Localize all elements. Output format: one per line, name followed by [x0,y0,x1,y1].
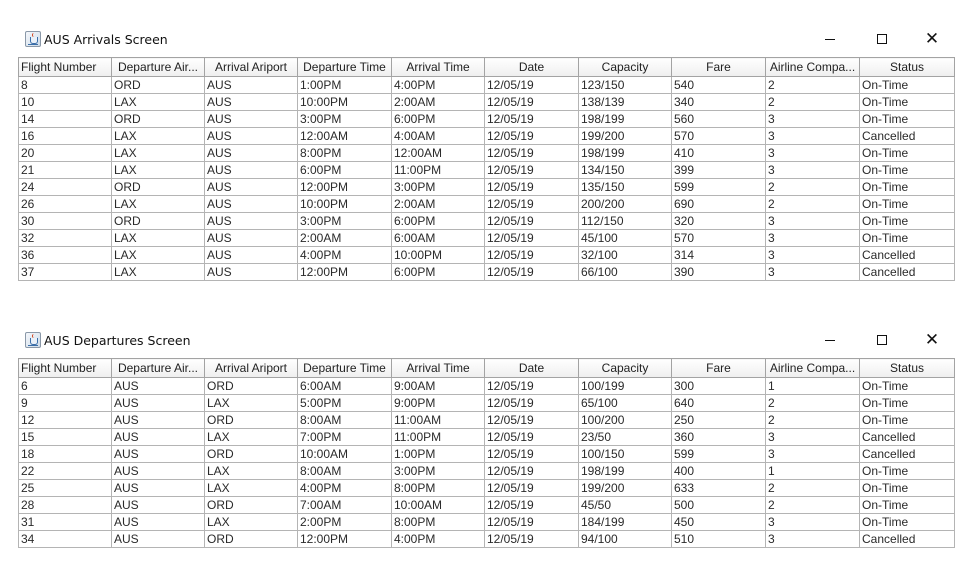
minimize-button[interactable] [808,328,852,352]
maximize-icon [877,34,887,44]
table-cell[interactable]: 8:00PM [392,480,485,497]
table-row[interactable] [19,395,955,412]
table-cell[interactable]: 36 [19,247,112,264]
close-icon: ✕ [924,29,940,49]
column-header[interactable]: Status [860,359,955,378]
maximize-button[interactable] [860,328,904,352]
table-cell[interactable]: 300 [672,378,766,395]
column-header[interactable]: Airline Compa... [766,359,860,378]
minimize-icon [825,340,835,341]
table-cell[interactable]: 410 [672,145,766,162]
java-coffee-cup-icon [25,31,41,47]
close-icon: ✕ [924,330,940,350]
table-cell[interactable]: 10 [19,94,112,111]
table-cell[interactable]: 7:00AM [298,497,392,514]
table-cell[interactable]: On-Time [860,179,955,196]
table-cell[interactable]: ORD [205,446,298,463]
table-cell[interactable]: 32/100 [579,247,672,264]
table-cell[interactable]: 390 [672,264,766,281]
table-row[interactable] [19,463,955,480]
table-cell[interactable]: 200/200 [579,196,672,213]
table-cell[interactable]: 8:00AM [298,412,392,429]
table-cell[interactable]: ORD [205,531,298,548]
table-cell[interactable]: 599 [672,446,766,463]
table-cell[interactable]: 123/150 [579,77,672,94]
table-cell[interactable]: LAX [112,162,205,179]
table-cell[interactable]: LAX [112,128,205,145]
table-cell[interactable]: On-Time [860,196,955,213]
table-cell[interactable]: 12/05/19 [485,145,579,162]
table-row[interactable] [19,514,955,531]
table-cell[interactable]: 12/05/19 [485,497,579,514]
table-cell[interactable]: 11:00PM [392,162,485,179]
table-row[interactable] [19,429,955,446]
table-cell[interactable]: 510 [672,531,766,548]
table-cell[interactable]: Cancelled [860,264,955,281]
table-cell[interactable]: LAX [205,463,298,480]
table-cell[interactable]: 12/05/19 [485,395,579,412]
table-cell[interactable]: 3 [766,111,860,128]
column-header[interactable]: Fare [672,58,766,77]
table-cell[interactable]: 360 [672,429,766,446]
table-cell[interactable]: 9 [19,395,112,412]
table-cell[interactable]: 12/05/19 [485,531,579,548]
table-cell[interactable]: LAX [112,196,205,213]
table-cell[interactable]: LAX [112,247,205,264]
table-cell[interactable]: 2 [766,77,860,94]
table-cell[interactable]: AUS [205,145,298,162]
table-cell[interactable]: On-Time [860,162,955,179]
table-cell[interactable]: 6:00AM [298,378,392,395]
table-cell[interactable]: 12/05/19 [485,378,579,395]
table-row[interactable] [19,531,955,548]
column-header[interactable]: Flight Number [19,58,112,77]
table-cell[interactable]: 138/139 [579,94,672,111]
table-cell[interactable]: 3 [766,213,860,230]
table-cell[interactable]: 65/100 [579,395,672,412]
table-cell[interactable]: 1:00PM [298,77,392,94]
table-cell[interactable]: 4:00AM [392,128,485,145]
table-body [19,77,955,281]
table-cell[interactable]: AUS [112,412,205,429]
table-cell[interactable]: 21 [19,162,112,179]
table-cell[interactable]: 2 [766,179,860,196]
table-cell[interactable]: 12/05/19 [485,412,579,429]
table-cell[interactable]: LAX [112,264,205,281]
table-cell[interactable]: 250 [672,412,766,429]
table-cell[interactable]: 2:00AM [298,230,392,247]
table-cell[interactable]: 4:00PM [392,531,485,548]
table-cell[interactable]: AUS [112,378,205,395]
table-cell[interactable]: LAX [205,480,298,497]
table-cell[interactable]: 5:00PM [298,395,392,412]
table-cell[interactable]: 633 [672,480,766,497]
table-cell[interactable]: 112/150 [579,213,672,230]
column-header[interactable]: Capacity [579,359,672,378]
table-cell[interactable]: 500 [672,497,766,514]
table-cell[interactable]: On-Time [860,378,955,395]
departures-titlebar[interactable] [18,327,954,355]
table-cell[interactable]: 640 [672,395,766,412]
column-header[interactable]: Date [485,58,579,77]
table-cell[interactable]: 4:00PM [298,480,392,497]
table-cell[interactable]: 16 [19,128,112,145]
table-cell[interactable]: 20 [19,145,112,162]
table-row[interactable] [19,111,955,128]
table-cell[interactable]: On-Time [860,463,955,480]
table-cell[interactable]: 12:00AM [392,145,485,162]
table-cell[interactable]: AUS [205,264,298,281]
arrivals-window [18,26,954,279]
table-cell[interactable]: ORD [112,111,205,128]
table-cell[interactable]: 10:00PM [298,94,392,111]
table-cell[interactable]: AUS [205,230,298,247]
table-cell[interactable]: 23/50 [579,429,672,446]
table-cell[interactable]: 2:00PM [298,514,392,531]
table-cell[interactable]: 6:00PM [392,111,485,128]
table-cell[interactable]: 1 [766,378,860,395]
table-cell[interactable]: 22 [19,463,112,480]
table-cell[interactable]: 12/05/19 [485,480,579,497]
table-cell[interactable]: 6:00AM [392,230,485,247]
table-cell[interactable]: LAX [205,514,298,531]
table-cell[interactable]: 12/05/19 [485,179,579,196]
table-cell[interactable]: 45/100 [579,230,672,247]
column-header[interactable]: Flight Number [19,359,112,378]
table-cell[interactable]: ORD [112,77,205,94]
table-cell[interactable]: 12/05/19 [485,94,579,111]
table-cell[interactable]: 314 [672,247,766,264]
table-cell[interactable]: 400 [672,463,766,480]
column-header[interactable]: Fare [672,359,766,378]
table-cell[interactable]: 2 [766,94,860,111]
table-cell[interactable]: 3:00PM [298,111,392,128]
table-cell[interactable]: 3 [766,514,860,531]
table-cell[interactable]: 2 [766,480,860,497]
table-cell[interactable]: 690 [672,196,766,213]
table-cell[interactable]: AUS [205,162,298,179]
table-cell[interactable]: Cancelled [860,429,955,446]
table-cell[interactable]: 15 [19,429,112,446]
table-cell[interactable]: 100/199 [579,378,672,395]
table-cell[interactable]: AUS [112,514,205,531]
table-row[interactable] [19,497,955,514]
column-header[interactable]: Arrival Ariport [205,359,298,378]
table-cell[interactable]: AUS [205,128,298,145]
table-cell[interactable]: 30 [19,213,112,230]
arrivals-titlebar[interactable] [18,26,954,54]
table-row[interactable] [19,162,955,179]
table-cell[interactable]: 6 [19,378,112,395]
table-cell[interactable]: 28 [19,497,112,514]
table-cell[interactable]: AUS [205,179,298,196]
table-cell[interactable]: 25 [19,480,112,497]
column-header[interactable]: Departure Time [298,58,392,77]
close-button[interactable] [910,27,954,51]
table-cell[interactable]: ORD [112,213,205,230]
table-cell[interactable]: 12/05/19 [485,162,579,179]
table-cell[interactable]: On-Time [860,145,955,162]
table-row[interactable] [19,94,955,111]
table-cell[interactable]: On-Time [860,514,955,531]
table-cell[interactable]: LAX [205,429,298,446]
table-cell[interactable]: AUS [205,196,298,213]
column-header[interactable]: Date [485,359,579,378]
table-cell[interactable]: Cancelled [860,531,955,548]
table-row[interactable] [19,230,955,247]
table-cell[interactable]: 3 [766,531,860,548]
table-header [19,58,955,77]
table-cell[interactable]: 12/05/19 [485,264,579,281]
table-cell[interactable]: Cancelled [860,247,955,264]
table-row[interactable] [19,145,955,162]
table-cell[interactable]: 32 [19,230,112,247]
table-cell[interactable]: 2 [766,412,860,429]
column-header[interactable]: Capacity [579,58,672,77]
table-cell[interactable]: 14 [19,111,112,128]
table-row[interactable] [19,179,955,196]
table-cell[interactable]: 2 [766,196,860,213]
table-cell[interactable]: 199/200 [579,480,672,497]
table-cell[interactable]: On-Time [860,480,955,497]
table-cell[interactable]: 9:00AM [392,378,485,395]
table-cell[interactable]: AUS [112,446,205,463]
table-cell[interactable]: AUS [112,463,205,480]
table-cell[interactable]: 10:00PM [298,196,392,213]
table-cell[interactable]: 3 [766,162,860,179]
table-cell[interactable]: 3:00PM [392,179,485,196]
table-row[interactable] [19,128,955,145]
table-cell[interactable]: 12:00PM [298,531,392,548]
minimize-icon [825,39,835,40]
table-cell[interactable]: AUS [112,497,205,514]
table-cell[interactable]: 3 [766,429,860,446]
table-cell[interactable]: 12/05/19 [485,213,579,230]
table-cell[interactable]: 570 [672,230,766,247]
java-coffee-cup-icon [25,332,41,348]
table-cell[interactable]: 399 [672,162,766,179]
table-cell[interactable]: 31 [19,514,112,531]
table-cell[interactable]: 599 [672,179,766,196]
table-cell[interactable]: 100/200 [579,412,672,429]
table-cell[interactable]: 3 [766,247,860,264]
table-cell[interactable]: 3 [766,264,860,281]
table-cell[interactable]: 10:00AM [392,497,485,514]
table-cell[interactable]: 12:00PM [298,179,392,196]
table-row[interactable] [19,264,955,281]
table-cell[interactable]: AUS [205,247,298,264]
table-cell[interactable]: 12:00AM [298,128,392,145]
table-cell[interactable]: 8:00PM [298,145,392,162]
table-cell[interactable]: 94/100 [579,531,672,548]
table-cell[interactable]: ORD [205,378,298,395]
table-row[interactable] [19,247,955,264]
table-cell[interactable]: 6:00PM [392,264,485,281]
table-cell[interactable]: 7:00PM [298,429,392,446]
column-header[interactable]: Arrival Ariport [205,58,298,77]
table-row[interactable] [19,213,955,230]
column-header[interactable]: Departure Time [298,359,392,378]
column-header[interactable]: Arrival Time [392,58,485,77]
column-header[interactable]: Departure Air... [112,359,205,378]
arrivals-table[interactable] [18,57,955,281]
table-cell[interactable]: 198/199 [579,463,672,480]
table-cell[interactable]: 2 [766,395,860,412]
table-cell[interactable]: 8:00PM [392,514,485,531]
table-cell[interactable]: 11:00PM [392,429,485,446]
table-cell[interactable]: 1 [766,463,860,480]
table-cell[interactable]: 3:00PM [298,213,392,230]
table-cell[interactable]: Cancelled [860,128,955,145]
table-cell[interactable]: On-Time [860,412,955,429]
table-cell[interactable]: 9:00PM [392,395,485,412]
table-cell[interactable]: 340 [672,94,766,111]
column-header[interactable]: Departure Air... [112,58,205,77]
table-cell[interactable]: 320 [672,213,766,230]
table-cell[interactable]: LAX [112,230,205,247]
table-row[interactable] [19,412,955,429]
table-cell[interactable]: 12/05/19 [485,247,579,264]
table-row[interactable] [19,446,955,463]
table-cell[interactable]: 45/50 [579,497,672,514]
close-button[interactable] [910,328,954,352]
table-cell[interactable]: 12/05/19 [485,196,579,213]
table-cell[interactable]: AUS [112,531,205,548]
table-cell[interactable]: 26 [19,196,112,213]
table-cell[interactable]: 198/199 [579,111,672,128]
table-cell[interactable]: 18 [19,446,112,463]
table-row[interactable] [19,77,955,94]
table-cell[interactable]: 570 [672,128,766,145]
column-header[interactable]: Arrival Time [392,359,485,378]
departures-window [18,327,954,546]
maximize-button[interactable] [860,27,904,51]
table-cell[interactable]: 198/199 [579,145,672,162]
table-cell[interactable]: 66/100 [579,264,672,281]
table-cell[interactable]: On-Time [860,94,955,111]
table-cell[interactable]: 2:00AM [392,94,485,111]
table-header [19,359,955,378]
table-cell[interactable]: ORD [112,179,205,196]
table-cell[interactable]: Cancelled [860,446,955,463]
table-cell[interactable]: 6:00PM [392,213,485,230]
table-cell[interactable]: AUS [205,77,298,94]
table-cell[interactable]: 24 [19,179,112,196]
table-cell[interactable]: 12/05/19 [485,128,579,145]
table-cell[interactable]: 184/199 [579,514,672,531]
table-cell[interactable]: 37 [19,264,112,281]
table-cell[interactable]: 12/05/19 [485,429,579,446]
table-cell[interactable]: AUS [205,111,298,128]
table-cell[interactable]: ORD [205,497,298,514]
table-cell[interactable]: 34 [19,531,112,548]
table-cell[interactable]: 10:00PM [392,247,485,264]
table-cell[interactable]: ORD [205,412,298,429]
table-cell[interactable]: 4:00PM [298,247,392,264]
maximize-icon [877,335,887,345]
table-cell[interactable]: On-Time [860,230,955,247]
table-cell[interactable]: LAX [112,145,205,162]
table-cell[interactable]: 3 [766,128,860,145]
minimize-button[interactable] [808,27,852,51]
table-cell[interactable]: 3 [766,446,860,463]
table-cell[interactable]: On-Time [860,77,955,94]
table-cell[interactable]: On-Time [860,497,955,514]
table-cell[interactable]: 134/150 [579,162,672,179]
table-cell[interactable]: 560 [672,111,766,128]
table-cell[interactable]: 6:00PM [298,162,392,179]
table-cell[interactable]: 11:00AM [392,412,485,429]
column-header[interactable]: Airline Compa... [766,58,860,77]
departures-table[interactable] [18,358,955,548]
table-cell[interactable]: 100/150 [579,446,672,463]
table-body [19,378,955,548]
table-cell[interactable]: LAX [112,94,205,111]
table-cell[interactable]: LAX [205,395,298,412]
table-cell[interactable]: AUS [112,429,205,446]
table-cell[interactable]: AUS [205,94,298,111]
table-cell[interactable]: AUS [205,213,298,230]
table-cell[interactable]: On-Time [860,111,955,128]
table-cell[interactable]: 3 [766,230,860,247]
table-cell[interactable]: 12/05/19 [485,463,579,480]
table-cell[interactable]: 3 [766,145,860,162]
table-cell[interactable]: 135/150 [579,179,672,196]
table-cell[interactable]: 12/05/19 [485,230,579,247]
table-cell[interactable]: AUS [112,395,205,412]
table-cell[interactable]: 12:00PM [298,264,392,281]
table-cell[interactable]: 12/05/19 [485,111,579,128]
table-cell[interactable]: 10:00AM [298,446,392,463]
table-row[interactable] [19,480,955,497]
table-cell[interactable]: 12/05/19 [485,77,579,94]
table-cell[interactable]: 4:00PM [392,77,485,94]
table-cell[interactable]: 1:00PM [392,446,485,463]
table-cell[interactable]: On-Time [860,213,955,230]
table-cell[interactable]: 540 [672,77,766,94]
table-cell[interactable]: 8 [19,77,112,94]
table-cell[interactable]: 2 [766,497,860,514]
table-cell[interactable]: On-Time [860,395,955,412]
table-cell[interactable]: 12/05/19 [485,446,579,463]
table-cell[interactable]: AUS [112,480,205,497]
column-header[interactable]: Status [860,58,955,77]
table-cell[interactable]: 199/200 [579,128,672,145]
table-cell[interactable]: 8:00AM [298,463,392,480]
table-cell[interactable]: 450 [672,514,766,531]
table-cell[interactable]: 2:00AM [392,196,485,213]
table-cell[interactable]: 12/05/19 [485,514,579,531]
window-title: AUS Arrivals Screen [44,32,168,47]
window-title: AUS Departures Screen [44,333,191,348]
table-row[interactable] [19,378,955,395]
table-cell[interactable]: 3:00PM [392,463,485,480]
table-row[interactable] [19,196,955,213]
table-cell[interactable]: 12 [19,412,112,429]
